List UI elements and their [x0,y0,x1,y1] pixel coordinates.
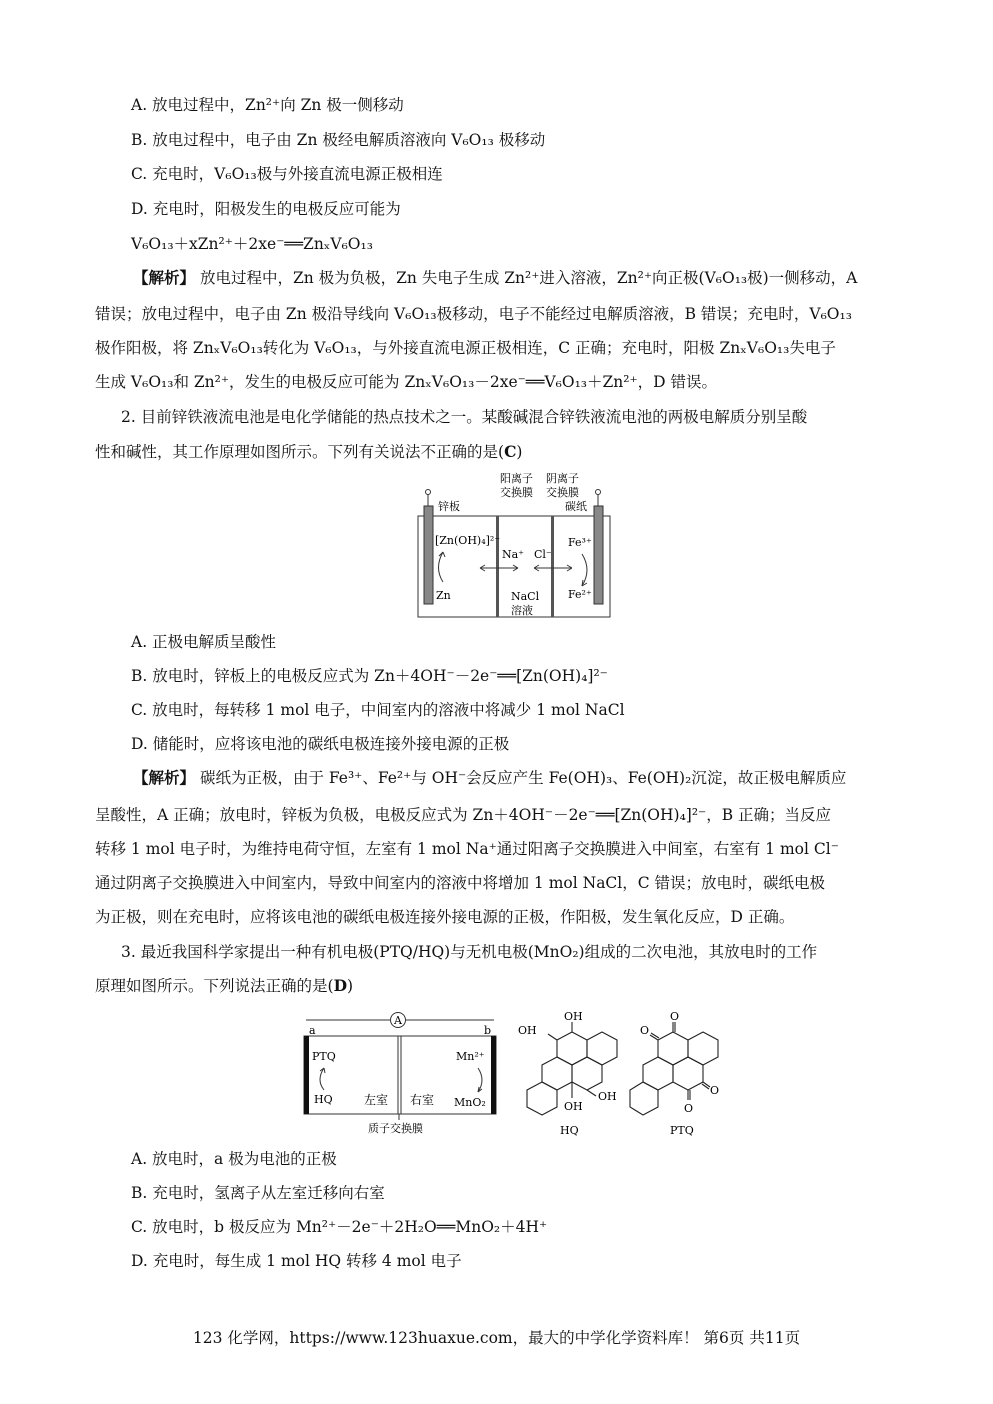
cl-label: Cl⁻ [534,548,552,561]
q1-analysis-tag: 【解析】 [133,268,196,287]
q1-analysis-line-4: 生成 V₆O₁₃和 Zn²⁺，发生的电极反应可能为 ZnₓV₆O₁₃－2xe⁻══V₆O₁₃＋Zn²⁺，D 错误。 [95,373,717,391]
q2-option-a: A. 正极电解质呈酸性 [131,633,277,651]
q2-answer: C [504,442,517,461]
q1-option-b: B. 放电过程中，电子由 Zn 极经电解质溶液向 V₆O₁₃ 极移动 [131,131,546,149]
q2-stem-close: ) [516,443,523,461]
cation-membrane-label-1: 阳离子 [500,472,533,485]
zinc-plate [424,506,433,604]
ptq-o-left: O [640,1024,650,1037]
nacl-label: NaCl [511,590,540,603]
q3-stem-line-1: 3. 最近我国科学家提出一种有机电极(PTQ/HQ)与无机电极(MnO₂)组成的二次电池，其放电时的工作 [121,943,818,961]
q2-analysis-line-4: 通过阴离子交换膜进入中间室内，导致中间室内的溶液中将增加 1 mol NaCl，C 错误；放电时，碳纸电极 [95,874,826,892]
zn-label: Zn [436,589,451,602]
cation-membrane-label-2: 交换膜 [500,486,533,499]
zn-to-zincate-arrow [439,552,444,582]
q3-cell-diagram [298,1010,508,1140]
zinc-plate-label: 锌板 [438,500,460,513]
electrode-a-label: a [309,1024,316,1037]
q2-analysis-tag: 【解析】 [133,768,196,787]
q2-analysis-line-5: 为正极，则在充电时，应将该电池的碳纸电极连接外接电源的正极，作阳极，发生氧化反应，D 正确。 [95,908,795,926]
fe3-label: Fe³⁺ [568,536,592,549]
q2-analysis-line-1 [133,766,963,790]
q1-analysis-line-1 [133,266,963,290]
q1-option-d: D. 充电时，阳极发生的电极反应可能为 [131,200,401,218]
hq-to-ptq-arrow [320,1068,324,1090]
q2-stem-text: 性和碱性，其工作原理如图所示。下列有关说法不正确的是( [95,443,505,461]
ptq-o-right: O [710,1084,720,1097]
q2-option-b: B. 放电时，锌板上的电极反应式为 Zn＋4OH⁻－2e⁻══[Zn(OH)₄]²⁻ [131,667,608,685]
solution-label: 溶液 [511,604,533,617]
q1-option-d-equation: V₆O₁₃＋xZn²⁺＋2xe⁻══ZnₓV₆O₁₃ [131,235,373,253]
ptq-label: PTQ [312,1050,336,1063]
page-footer: 123 化学网，https://www.123huaxue.com，最大的中学化学资料库！ 第6页 共11页 [192,1329,801,1347]
q3-stem-close: ) [347,977,354,995]
q2-option-c: C. 放电时，每转移 1 mol 电子，中间室内的溶液中将减少 1 mol NaCl [131,701,625,719]
na-label: Na⁺ [502,548,524,561]
left-room-label: 左室 [364,1093,389,1107]
q1-analysis-text-1: 放电过程中，Zn 极为负极，Zn 失电子生成 Zn²⁺进入溶液，Zn²⁺向正极(V₆O₁₃极)一侧移动，A [199,269,858,287]
ptq-caption: PTQ [670,1124,694,1137]
q2-battery-diagram [410,470,625,622]
electrode-a [304,1036,309,1114]
mno2-label: MnO₂ [454,1096,486,1109]
carbon-paper-label: 碳纸 [565,500,587,513]
q3-stem-line-2 [95,974,925,998]
hq-oh-bottom: OH [564,1100,583,1113]
hq-oh-right: OH [598,1090,617,1103]
q3-option-b: B. 充电时，氢离子从左室迁移向右室 [131,1184,385,1202]
zincate-label: [Zn(OH)₄]²⁻ [435,534,501,547]
q1-analysis-line-2: 错误；放电过程中，电子由 Zn 极沿导线向 V₆O₁₃极移动，电子不能经过电解质溶液，B 错误；充电时，V₆O₁₃ [95,305,852,323]
ptq-o-bottom: O [684,1102,694,1115]
electrode-b-label: b [484,1024,492,1037]
q1-analysis-line-3: 极作阳极，将 ZnₓV₆O₁₃转化为 V₆O₁₃，与外接直流电源正极相连，C 正确；充电时，阳极 ZnₓV₆O₁₃失电子 [95,339,836,357]
mn2-label: Mn²⁺ [456,1050,485,1063]
ammeter-label: A [394,1014,402,1027]
q2-analysis-text-1: 碳纸为正极，由于 Fe³⁺、Fe²⁺与 OH⁻会反应产生 Fe(OH)₃、Fe(OH)₂沉淀，故正极电解质应 [199,769,847,787]
hq-label: HQ [314,1093,333,1106]
hq-oh-left: OH [518,1024,537,1037]
q2-analysis-line-3: 转移 1 mol 电子时，为维持电荷守恒，左室有 1 mol Na⁺通过阳离子交换膜进入中间室，右室有 1 mol Cl⁻ [95,840,839,858]
q3-stem-text: 原理如图所示。下列说法正确的是( [95,977,334,995]
anion-membrane-label-1: 阴离子 [546,472,579,485]
ptq-structure [628,1010,728,1138]
membrane-label: 质子交换膜 [368,1122,423,1135]
q2-analysis-line-2: 呈酸性，A 正确；放电时，锌板为负极，电极反应式为 Zn＋4OH⁻－2e⁻══[Zn(OH)₄]²⁻，B 正确；当反应 [95,806,832,824]
hq-oh-top: OH [564,1010,583,1023]
ptq-o-top: O [670,1010,680,1023]
hq-structure [512,1010,630,1138]
q3-answer: D [333,976,348,995]
right-room-label: 右室 [410,1093,435,1107]
q3-option-d: D. 充电时，每生成 1 mol HQ 转移 4 mol 电子 [131,1252,462,1270]
q2-stem-line-1: 2. 目前锌铁液流电池是电化学储能的热点技术之一。某酸碱混合锌铁液流电池的两极电解质分别呈酸 [121,408,808,426]
q2-stem-line-2 [95,440,925,464]
anion-exchange-membrane [551,516,554,617]
hq-caption: HQ [560,1124,579,1137]
q3-option-c: C. 放电时，b 极反应为 Mn²⁺－2e⁻＋2H₂O══MnO₂＋4H⁺ [131,1218,548,1236]
q2-option-d: D. 储能时，应将该电池的碳纸电极连接外接电源的正极 [131,735,510,753]
anion-membrane-label-2: 交换膜 [546,486,579,499]
electrode-b [491,1036,496,1114]
carbon-paper-electrode [594,506,603,604]
cation-exchange-membrane [496,516,499,617]
q1-option-a: A. 放电过程中，Zn²⁺向 Zn 极一侧移动 [131,96,404,114]
fe2-label: Fe²⁺ [568,588,592,601]
q3-option-a: A. 放电时，a 极为电池的正极 [131,1150,337,1168]
q1-option-c: C. 充电时，V₆O₁₃极与外接直流电源正极相连 [131,165,443,183]
